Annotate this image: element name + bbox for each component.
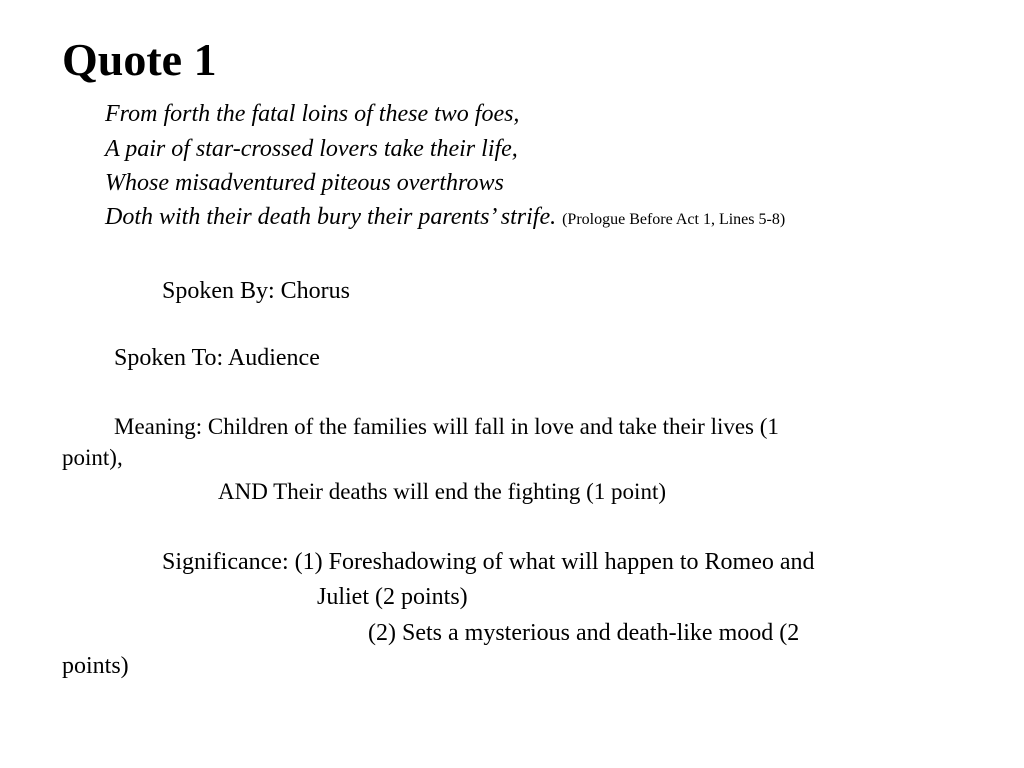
meaning-line-2: point), [62, 445, 123, 470]
spoken-by: Spoken By: Chorus [162, 278, 351, 304]
significance-line-2: Juliet (2 points) [317, 584, 468, 610]
slide-title: Quote 1 [62, 34, 217, 85]
quote-line-1: From forth the fatal loins of these two foes, [105, 101, 520, 127]
significance-line-1: Significance: (1) Foreshadowing of what will happen to Romeo and [162, 549, 815, 575]
quote-line-4 [105, 202, 785, 235]
quote-line-3: Whose misadventured piteous overthrows [105, 170, 504, 196]
meaning-line-3: AND Their deaths will end the fighting (1 point) [218, 479, 666, 504]
spoken-to: Spoken To: Audience [114, 345, 320, 371]
quote-line-4-text: Doth with their death bury their parents’ strife. [105, 204, 557, 230]
significance-line-4: points) [62, 653, 129, 679]
quote-line-2: A pair of star-crossed lovers take their life, [105, 136, 518, 162]
quote-citation: (Prologue Before Act 1, Lines 5-8) [562, 211, 786, 228]
significance-line-3: (2) Sets a mysterious and death-like mood (2 [368, 620, 800, 646]
meaning-line-1: Meaning: Children of the families will fall in love and take their lives (1 [114, 414, 779, 439]
